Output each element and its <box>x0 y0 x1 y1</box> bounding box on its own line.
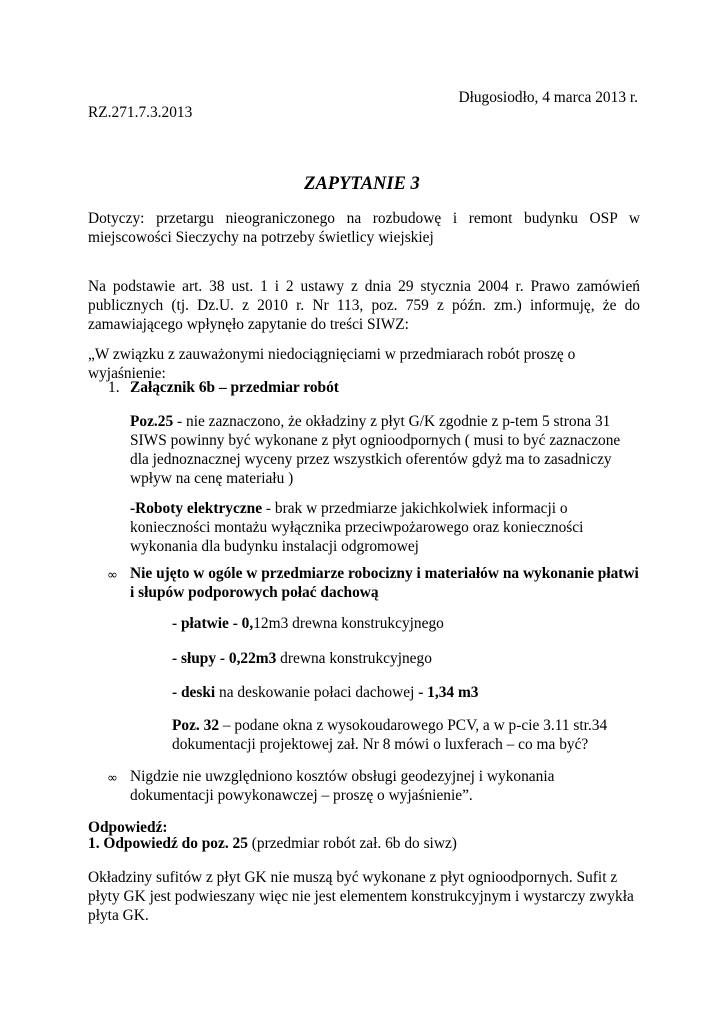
slupy-label: - słupy - 0,22m3 <box>172 650 277 667</box>
roboty-label: -Roboty elektryczne <box>130 500 263 517</box>
deski-label: - deski <box>172 684 216 701</box>
answer-heading: Odpowiedź: <box>88 819 168 836</box>
roboty-paragraph <box>130 499 640 556</box>
bullet1-text: Nie ujęto w ogóle w przedmiarze robocizny i materiałów na wykonanie płatwi i słupów podporowych połać dachową <box>130 565 639 601</box>
deski-value: - 1,34 m3 <box>418 684 479 701</box>
slupy-text: drewna konstrukcyjnego <box>276 650 432 667</box>
document-date: Długosiodło, 4 marca 2013 r. <box>458 89 638 106</box>
answer-subheading <box>88 834 640 853</box>
list-number: 1. <box>108 379 120 396</box>
roboty-text: - brak w przedmiarze jakichkolwiek informacji o konieczności montażu wyłącznika przeciwpożarowego oraz konieczności wykonania dla budynku instalacji odgromowej <box>130 500 584 555</box>
infinity-bullet-icon: ∞ <box>107 771 118 786</box>
poz25-text: - nie zaznaczono, że okładziny z płyt G/K zgodnie z p-tem 5 strona 31 SIWS powinny być wykonane z płyt ognioodpornych ( musi to być zaznaczone dla jednoznacznej wyceny przez wszystkich oferentów gdyż ma to zasadniczy wpływ na cenę materiału ) <box>130 413 621 487</box>
subject-paragraph: Dotyczy: przetargu nieograniczonego na rozbudowę i remont budynku OSP w miejscowości Sieczychy na potrzeby świetlicy wiejskiej <box>88 210 640 246</box>
deski-line <box>172 683 640 702</box>
answer-text: Okładziny sufitów z płyt GK nie muszą być wykonane z płyt ognioodpornych. Sufit z płyty GK jest podwieszany więc nie jest elementem konstrukcyjnym i wystarczy zwykła płyta GK. <box>88 869 634 924</box>
question-intro: „W związku z zauważonymi niedociągnięciami w przedmiarach robót proszę o wyjaśnienie: <box>88 346 576 382</box>
intro-paragraph: Na podstawie art. 38 ust. 1 i 2 ustawy z dnia 29 stycznia 2004 r. Prawo zamówień publicznych (tj. Dz.U. z 2010 r. Nr 113, poz. 759 z późn. zm.) informuję, że do zamawiającego wpłynęło zapytanie do treści SIWZ: <box>88 278 640 333</box>
platwie-label: - płatwie - 0, <box>172 615 254 632</box>
reference-number: RZ.271.7.3.2013 <box>88 104 193 121</box>
poz32-paragraph <box>172 716 640 754</box>
document-title: ZAPYTANIE 3 <box>304 174 420 194</box>
poz32-label: Poz. 32 <box>172 717 220 734</box>
poz32-text: – podane okna z wysokoudarowego PCV, a w p-cie 3.11 str.34 dokumentacji projektowej zał. Nr 8 mówi o luxferach – co ma być? <box>172 717 608 753</box>
answer-subheading-note: (przedmiar robót zał. 6b do siwz) <box>247 835 457 852</box>
infinity-bullet-icon: ∞ <box>107 568 118 583</box>
deski-text: na deskowanie połaci dachowej <box>215 684 419 701</box>
answer-subheading-label: 1. Odpowiedź do poz. 25 <box>88 835 248 852</box>
poz25-label: Poz.25 <box>130 413 174 430</box>
item1-title: Załącznik 6b – przedmiar robót <box>130 379 339 396</box>
platwie-line <box>172 614 640 633</box>
slupy-line <box>172 649 640 668</box>
poz25-paragraph <box>130 412 640 488</box>
platwie-text: 12m3 drewna konstrukcyjnego <box>253 615 444 632</box>
bullet2-text: Nigdzie nie uwzględniono kosztów obsługi geodezyjnej i wykonania dokumentacji powykonawczej – proszę o wyjaśnienie”. <box>130 768 555 804</box>
